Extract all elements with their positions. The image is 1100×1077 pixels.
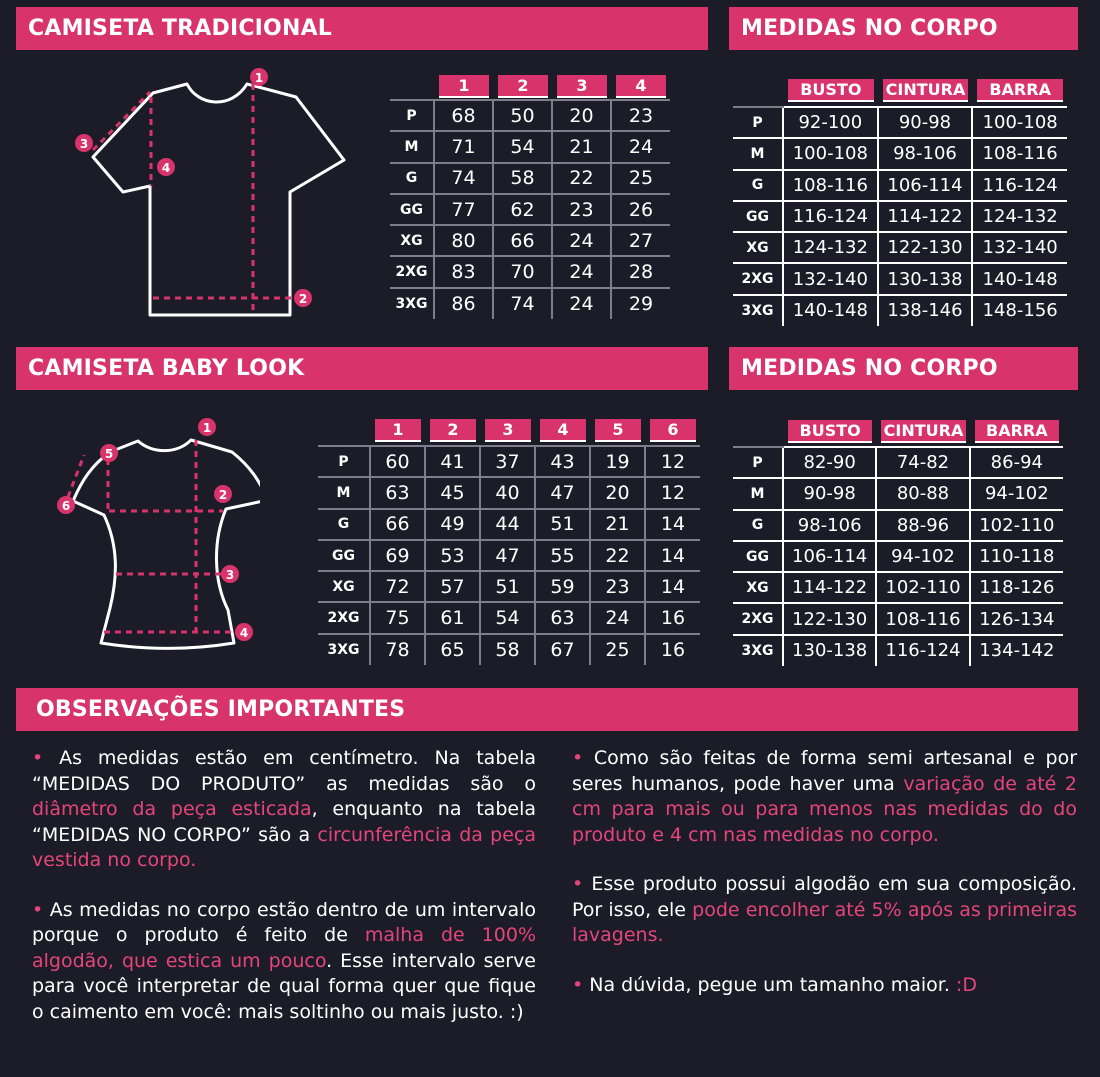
column-header	[611, 73, 670, 100]
table-cell: 116-124	[876, 635, 969, 666]
table-row	[733, 201, 1067, 232]
table-cell: 122-130	[878, 232, 973, 263]
notes-right-column	[572, 746, 1077, 1022]
size-label: P	[733, 447, 783, 478]
table-cell: 45	[425, 477, 480, 508]
column-header-label: BARRA	[977, 79, 1063, 102]
tshirt-diagram	[60, 60, 360, 325]
table-row	[390, 194, 670, 225]
bl-marker-2	[214, 485, 232, 503]
table-row	[390, 288, 670, 319]
table-cell: 148-156	[972, 295, 1067, 326]
table-row	[733, 263, 1067, 294]
table-row	[390, 256, 670, 287]
column-header	[783, 75, 878, 107]
column-header-label: BUSTO	[788, 420, 872, 443]
svg-text:2: 2	[218, 488, 228, 502]
column-header	[434, 73, 493, 100]
table-cell: 100-108	[783, 138, 878, 169]
table-row	[318, 602, 700, 633]
table-cell: 132-140	[972, 232, 1067, 263]
table-cell: 77	[434, 194, 493, 225]
size-label: M	[733, 478, 783, 509]
svg-text:2: 2	[298, 292, 308, 306]
bl-marker-3	[221, 565, 239, 583]
table-cell: 20	[590, 477, 645, 508]
size-label: 2XG	[318, 602, 370, 633]
table-medidas-corpo-tradicional	[733, 75, 1067, 326]
measure-line-3	[93, 92, 150, 150]
table-cell: 68	[434, 100, 493, 131]
table-cell: 86-94	[970, 447, 1063, 478]
table-cell: 63	[535, 602, 590, 633]
column-header	[645, 416, 700, 446]
table-row	[733, 478, 1063, 509]
table-cell: 102-110	[876, 572, 969, 603]
size-label: P	[390, 100, 434, 131]
table-cell: 69	[370, 540, 425, 571]
table-cell: 66	[493, 225, 552, 256]
table-cell: 86	[434, 288, 493, 319]
table-cell: 25	[590, 634, 645, 665]
table-cell: 74	[493, 288, 552, 319]
column-header	[480, 416, 535, 446]
table-cell: 22	[590, 540, 645, 571]
table-cell: 94-102	[876, 541, 969, 572]
note-paragraph	[32, 746, 536, 874]
note-paragraph	[572, 746, 1077, 848]
table-row	[733, 541, 1063, 572]
table-row	[390, 225, 670, 256]
size-label: XG	[733, 232, 783, 263]
section-title-observacoes: OBSERVAÇÕES IMPORTANTES	[16, 688, 1078, 731]
table-cell: 110-118	[970, 541, 1063, 572]
column-header	[493, 73, 552, 100]
table-row	[733, 138, 1067, 169]
size-label: GG	[318, 540, 370, 571]
svg-text:4: 4	[161, 161, 171, 175]
table-cell: 24	[552, 256, 611, 287]
table-row	[390, 163, 670, 194]
table-cell: 138-146	[878, 295, 973, 326]
note-text: Esse produto possui algodão em sua composição. Por isso, ele	[572, 873, 1078, 921]
svg-text:1: 1	[202, 421, 212, 435]
table-row	[733, 295, 1067, 326]
section-title-medidas-corpo-2: MEDIDAS NO CORPO	[729, 347, 1078, 390]
table-corner	[390, 73, 434, 100]
size-label: M	[318, 477, 370, 508]
table-cell: 122-130	[783, 603, 876, 634]
table-row	[318, 540, 700, 571]
table-cell: 63	[370, 477, 425, 508]
table-cell: 49	[425, 509, 480, 540]
table-cell: 20	[552, 100, 611, 131]
table-cell: 47	[535, 477, 590, 508]
bl-marker-6	[57, 496, 75, 514]
table-cell: 37	[480, 446, 535, 477]
table-corner	[733, 416, 783, 447]
size-label: 2XG	[733, 603, 783, 634]
size-label: 3XG	[741, 302, 774, 319]
table-cell: 124-132	[972, 201, 1067, 232]
table-corner	[733, 75, 783, 107]
column-header	[535, 416, 590, 446]
size-label: XG	[318, 571, 370, 602]
bl-marker-1	[198, 418, 216, 436]
column-header	[370, 416, 425, 446]
babylook-outline	[73, 440, 260, 648]
column-header	[590, 416, 645, 446]
babylook-diagram	[50, 415, 260, 655]
size-label: XG	[390, 225, 434, 256]
column-header	[878, 75, 973, 107]
table-cell: 70	[493, 256, 552, 287]
section-title-babylook: CAMISETA BABY LOOK	[16, 347, 708, 390]
column-header	[783, 416, 876, 447]
svg-text:3: 3	[225, 568, 235, 582]
highlighted-text: •	[572, 873, 592, 895]
column-header-label: 4	[540, 419, 586, 442]
table-row	[733, 603, 1063, 634]
table-medidas-corpo-babylook	[733, 416, 1063, 666]
highlighted-text: malha de 100% algodão, que estica um pouco	[32, 924, 536, 972]
column-header-label: 3	[485, 419, 531, 442]
svg-text:4: 4	[239, 626, 249, 640]
highlighted-text: •	[572, 747, 594, 769]
table-row	[318, 509, 700, 540]
section-title-medidas-corpo-1: MEDIDAS NO CORPO	[729, 7, 1078, 50]
table-cell: 108-116	[972, 138, 1067, 169]
table-cell: 60	[370, 446, 425, 477]
table-cell: 21	[552, 131, 611, 162]
table-cell: 16	[645, 634, 700, 665]
table-cell: 27	[611, 225, 670, 256]
column-header-label: 2	[498, 75, 548, 98]
table-cell: 132-140	[783, 263, 878, 294]
table-cell: 29	[611, 288, 670, 319]
size-label: G	[318, 509, 370, 540]
table-cell: 100-108	[972, 107, 1067, 138]
column-header-label: 1	[439, 75, 489, 98]
table-cell: 140-148	[972, 263, 1067, 294]
table-cell: 23	[590, 571, 645, 602]
table-cell: 71	[434, 131, 493, 162]
table-row	[733, 170, 1067, 201]
table-row	[318, 477, 700, 508]
size-label: GG	[733, 201, 783, 232]
column-header-label: 4	[616, 75, 666, 98]
table-row	[390, 131, 670, 162]
table-cell: 108-116	[876, 603, 969, 634]
table-cell: 106-114	[878, 170, 973, 201]
table-cell: 98-106	[783, 510, 876, 541]
size-label: P	[318, 446, 370, 477]
table-cell: 26	[611, 194, 670, 225]
table-cell: 108-116	[783, 170, 878, 201]
table-cell: 40	[480, 477, 535, 508]
table-cell: 24	[611, 131, 670, 162]
table-cell: 57	[425, 571, 480, 602]
table-cell: 65	[425, 634, 480, 665]
note-paragraph	[572, 973, 1077, 999]
table-row	[733, 572, 1063, 603]
column-header	[552, 73, 611, 100]
table-cell: 14	[645, 509, 700, 540]
size-label: 2XG	[733, 263, 783, 294]
column-header-label: BARRA	[975, 420, 1059, 443]
column-header-label: BUSTO	[788, 79, 874, 102]
table-cell: 72	[370, 571, 425, 602]
highlighted-text: •	[32, 898, 50, 921]
table-row	[733, 447, 1063, 478]
svg-text:1: 1	[254, 71, 264, 85]
table-cell: 14	[645, 571, 700, 602]
column-header-label: 2	[430, 419, 476, 442]
table-cell: 23	[552, 194, 611, 225]
table-cell: 140-148	[783, 295, 878, 326]
table-cell: 66	[370, 509, 425, 540]
tshirt-outline	[93, 84, 344, 315]
size-label: XG	[733, 572, 783, 603]
table-row	[318, 634, 700, 665]
table-row	[733, 232, 1067, 263]
table-cell: 58	[493, 163, 552, 194]
table-cell: 55	[535, 540, 590, 571]
table-cell: 58	[480, 634, 535, 665]
table-cell: 51	[535, 509, 590, 540]
size-label: G	[390, 163, 434, 194]
column-header	[970, 416, 1063, 447]
table-cell: 67	[535, 634, 590, 665]
size-label: 3XG	[395, 295, 428, 312]
note-text: Como são feitas de forma semi artesanal e por seres humanos, pode haver uma	[572, 747, 1078, 795]
table-cell: 47	[480, 540, 535, 571]
size-label: G	[733, 510, 783, 541]
table-cell: 59	[535, 571, 590, 602]
table-cell: 54	[493, 131, 552, 162]
bl-marker-4	[235, 623, 253, 641]
table-cell: 114-122	[783, 572, 876, 603]
table-cell: 92-100	[783, 107, 878, 138]
table-cell: 75	[370, 602, 425, 633]
size-label: GG	[733, 541, 783, 572]
size-label: GG	[390, 194, 434, 225]
table-cell: 134-142	[970, 635, 1063, 666]
highlighted-text: diâmetro da peça esticada	[32, 798, 312, 820]
table-cell: 23	[611, 100, 670, 131]
marker-2	[294, 289, 312, 307]
table-cell: 12	[645, 446, 700, 477]
highlighted-text: variação de até 2 cm para mais ou para menos nas medidas do do produto e 4 cm nas medidas no corpo.	[572, 772, 1077, 846]
table-cell: 28	[611, 256, 670, 287]
table-cell: 116-124	[972, 170, 1067, 201]
table-cell: 114-122	[878, 201, 973, 232]
column-header	[972, 75, 1067, 107]
size-label: M	[390, 131, 434, 162]
column-header-label: CINTURA	[883, 79, 969, 102]
table-cell: 43	[535, 446, 590, 477]
table-cell: 83	[434, 256, 493, 287]
table-cell: 22	[552, 163, 611, 194]
size-label: P	[733, 107, 783, 138]
table-cell: 94-102	[970, 478, 1063, 509]
table-medidas-babylook	[318, 416, 700, 665]
size-label: M	[733, 138, 783, 169]
table-cell: 14	[645, 540, 700, 571]
svg-text:5: 5	[104, 447, 114, 461]
size-label: 2XG	[390, 256, 434, 287]
marker-1	[250, 68, 268, 86]
column-header-label: CINTURA	[881, 420, 965, 443]
size-label: 3XG	[741, 642, 774, 659]
marker-4	[157, 158, 175, 176]
highlighted-text: •	[572, 973, 590, 996]
table-cell: 90-98	[783, 478, 876, 509]
table-cell: 90-98	[878, 107, 973, 138]
table-cell: 21	[590, 509, 645, 540]
table-corner	[318, 416, 370, 446]
highlighted-text: :D	[955, 973, 977, 996]
table-cell: 106-114	[783, 541, 876, 572]
table-cell: 130-138	[878, 263, 973, 294]
marker-3	[75, 134, 93, 152]
table-cell: 51	[480, 571, 535, 602]
table-row	[733, 635, 1063, 666]
column-header-label: 3	[557, 75, 607, 98]
table-cell: 80-88	[876, 478, 969, 509]
note-text: Na dúvida, pegue um tamanho maior.	[589, 973, 956, 996]
table-cell: 74-82	[876, 447, 969, 478]
table-row	[318, 571, 700, 602]
table-cell: 16	[645, 602, 700, 633]
table-cell: 124-132	[783, 232, 878, 263]
table-cell: 74	[434, 163, 493, 194]
table-cell: 53	[425, 540, 480, 571]
table-cell: 61	[425, 602, 480, 633]
table-cell: 88-96	[876, 510, 969, 541]
table-row	[318, 446, 700, 477]
table-cell: 25	[611, 163, 670, 194]
column-header-label: 5	[595, 419, 641, 442]
column-header	[425, 416, 480, 446]
table-cell: 102-110	[970, 510, 1063, 541]
table-cell: 62	[493, 194, 552, 225]
bl-marker-5	[100, 444, 118, 462]
note-text: , enquanto na tabela “MEDIDAS NO CORPO” são a	[32, 798, 536, 846]
table-cell: 80	[434, 225, 493, 256]
table-cell: 24	[590, 602, 645, 633]
column-header-label: 6	[650, 419, 696, 442]
highlighted-text: circunferência da peça vestida no corpo.	[32, 823, 536, 871]
table-cell: 24	[552, 225, 611, 256]
bl-measure-line-6	[68, 455, 84, 497]
table-cell: 41	[425, 446, 480, 477]
table-row	[733, 107, 1067, 138]
table-cell: 130-138	[783, 635, 876, 666]
note-paragraph	[572, 872, 1077, 949]
table-cell: 126-134	[970, 603, 1063, 634]
svg-text:6: 6	[61, 499, 71, 513]
table-row	[733, 510, 1063, 541]
highlighted-text: •	[32, 747, 60, 769]
table-cell: 116-124	[783, 201, 878, 232]
notes-left-column	[32, 746, 536, 1049]
table-cell: 44	[480, 509, 535, 540]
table-cell: 12	[645, 477, 700, 508]
column-header	[876, 416, 969, 447]
table-cell: 19	[590, 446, 645, 477]
svg-text:3: 3	[79, 137, 89, 151]
section-title-tradicional: CAMISETA TRADICIONAL	[16, 7, 708, 50]
table-row	[390, 100, 670, 131]
note-text: As medidas estão em centímetro. Na tabela “MEDIDAS DO PRODUTO” as medidas são o	[32, 747, 536, 795]
table-cell: 78	[370, 634, 425, 665]
size-label: 3XG	[327, 641, 360, 658]
highlighted-text: pode encolher até 5% após as primeiras lavagens.	[572, 898, 1077, 946]
note-paragraph	[32, 898, 536, 1026]
table-cell: 54	[480, 602, 535, 633]
table-cell: 50	[493, 100, 552, 131]
table-cell: 118-126	[970, 572, 1063, 603]
table-cell: 24	[552, 288, 611, 319]
column-header-label: 1	[375, 419, 421, 442]
size-label: G	[733, 170, 783, 201]
table-cell: 82-90	[783, 447, 876, 478]
note-text: As medidas no corpo estão dentro de um intervalo porque o produto é feito de	[32, 898, 536, 946]
table-cell: 98-106	[878, 138, 973, 169]
table-medidas-tradicional	[390, 73, 670, 319]
note-text: . Esse intervalo serve para você interpretar de qual forma quer que fique o caimento em você: mais soltinho ou mais justo. :)	[32, 949, 536, 1023]
